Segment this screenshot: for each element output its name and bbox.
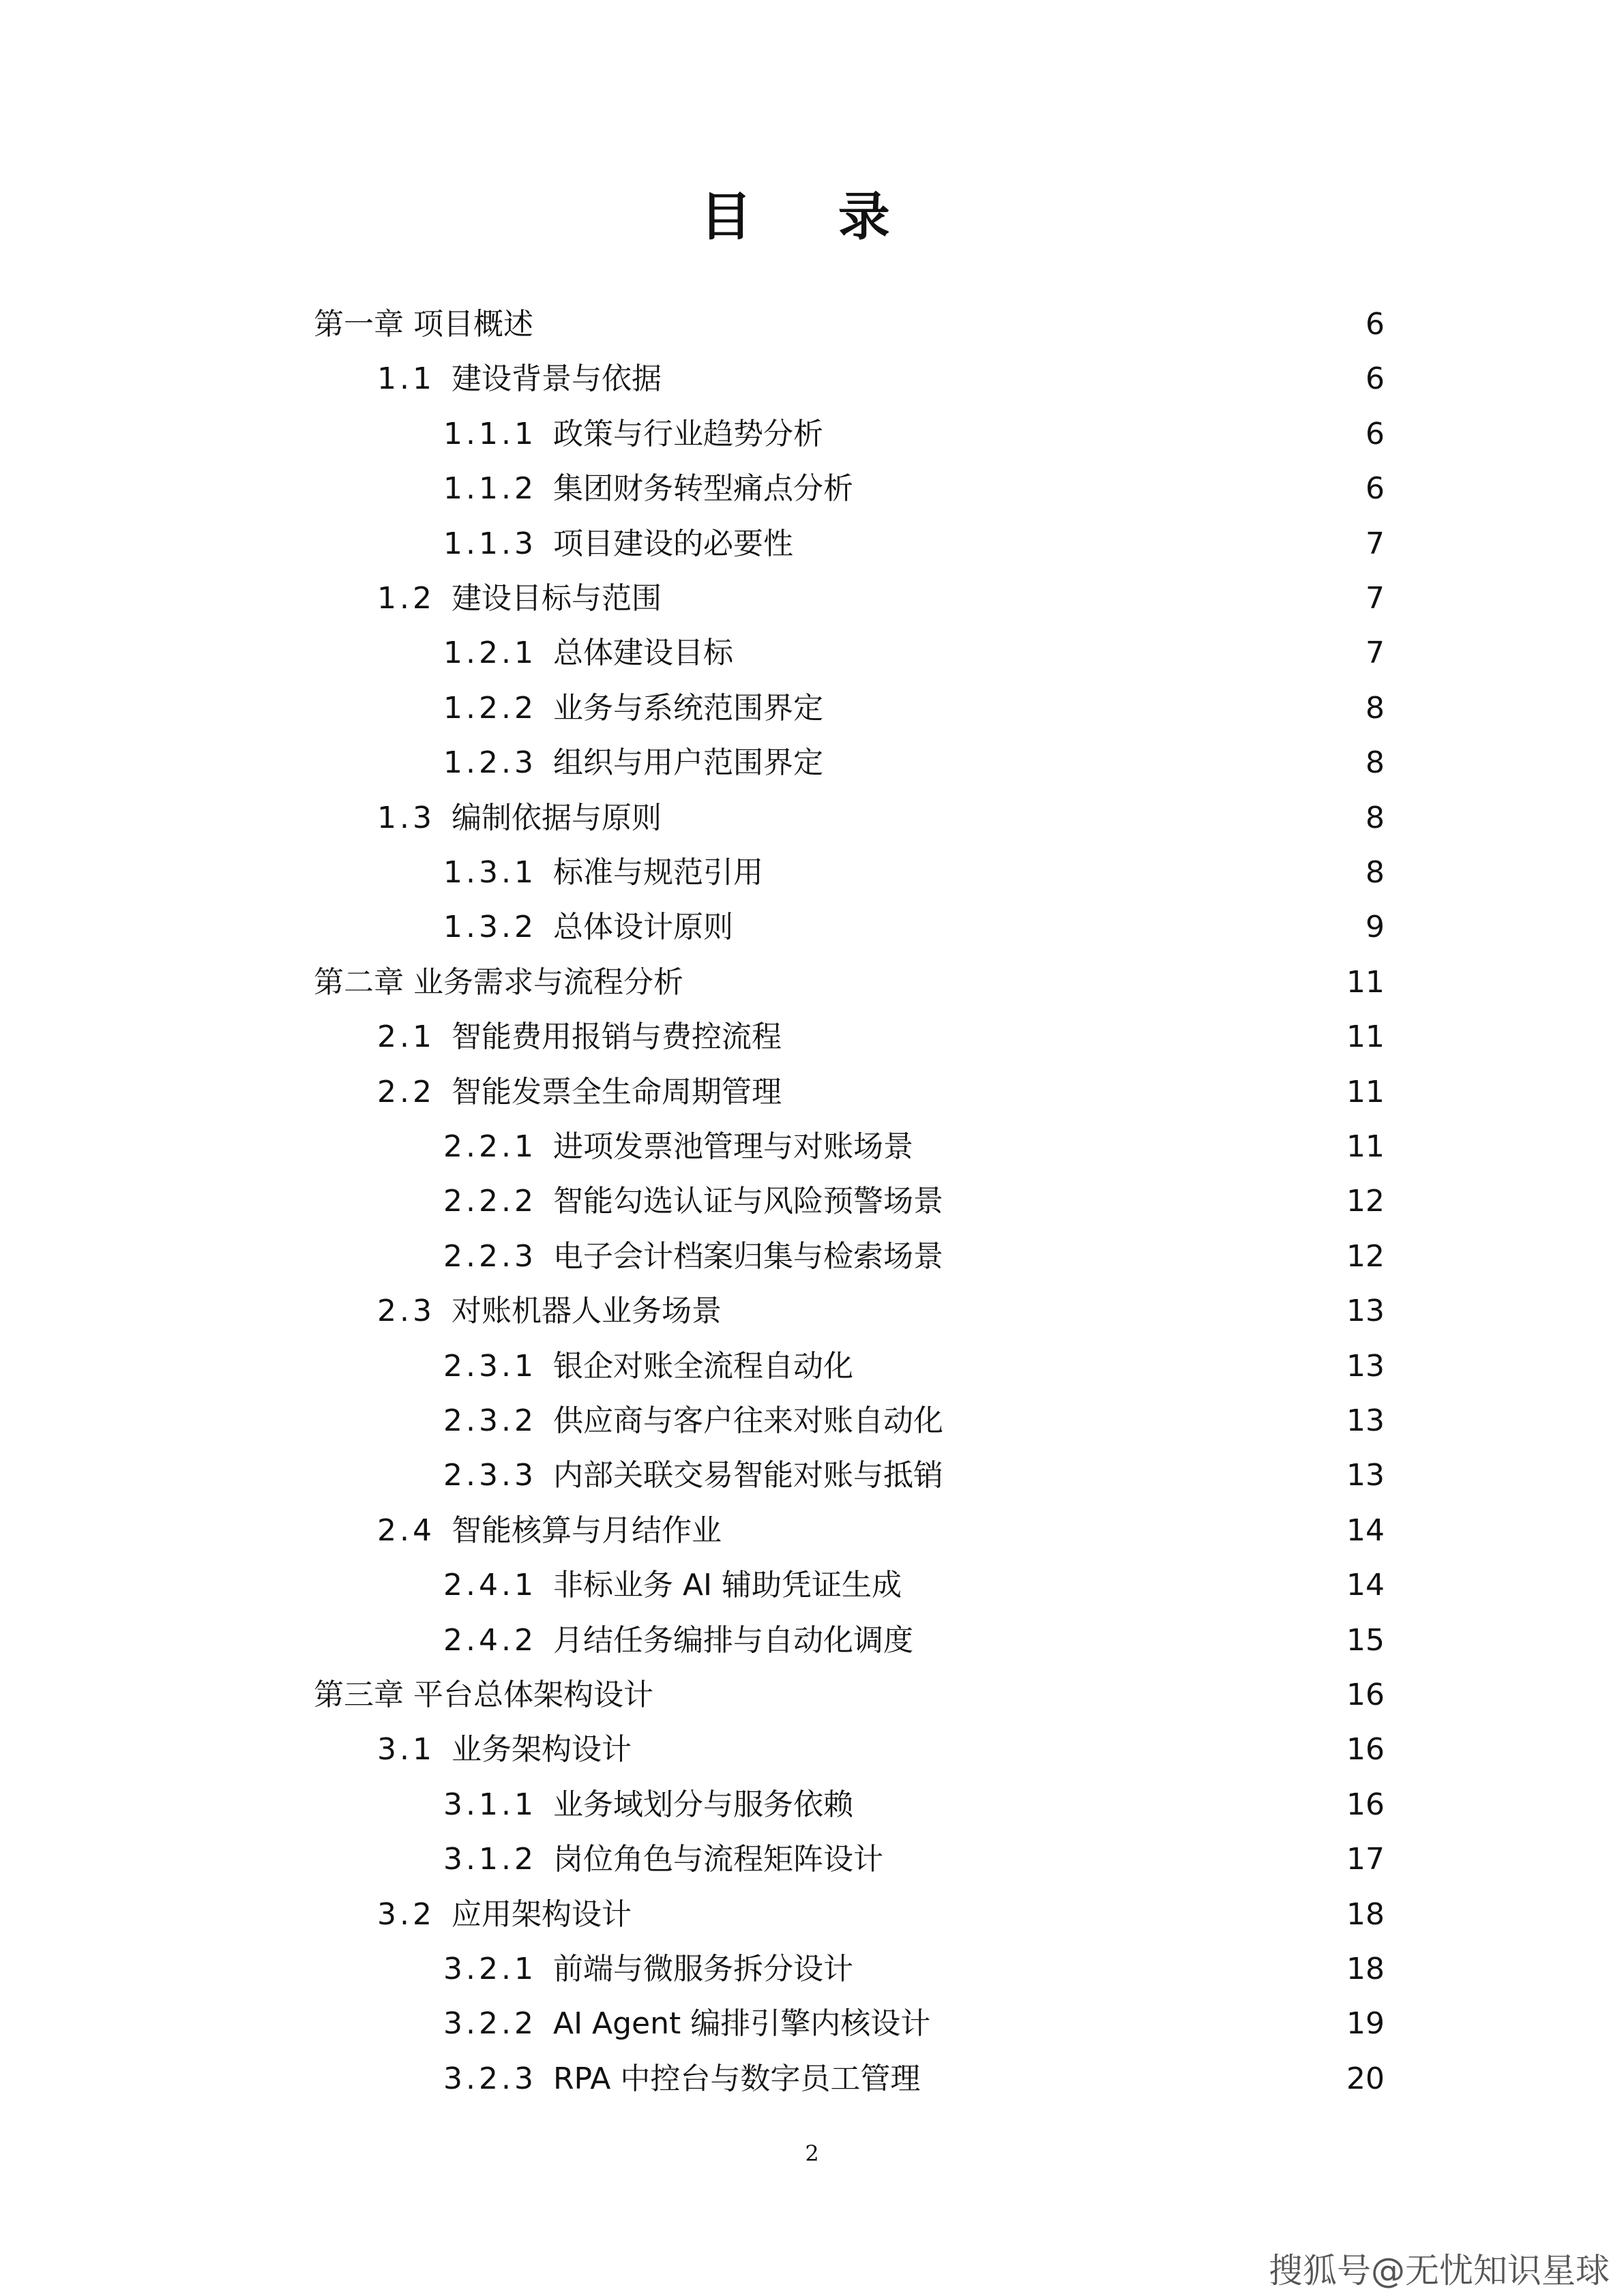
toc-entry-page: 6 xyxy=(1365,361,1385,397)
toc-entry-page: 12 xyxy=(1346,1184,1385,1219)
toc-entry-page: 8 xyxy=(1365,855,1385,890)
toc-entry-label: 银企对账全流程自动化 xyxy=(552,1348,853,1384)
toc-entry[interactable] xyxy=(443,681,1385,736)
toc-entry-number: 1.1.1 xyxy=(443,416,537,451)
toc-entry[interactable] xyxy=(443,1942,1385,1997)
toc-entry-number: 3.2.3 xyxy=(443,2061,537,2096)
toc-entry-number: 2.3.1 xyxy=(443,1348,537,1384)
toc-entry-label: 建设背景与依据 xyxy=(451,361,662,397)
toc-entry-page: 11 xyxy=(1346,1074,1385,1109)
dot-leader xyxy=(673,571,1335,626)
toc-entry-number: 2.1 xyxy=(377,1019,435,1055)
toc-entry[interactable] xyxy=(443,736,1385,790)
dot-leader xyxy=(954,1394,1335,1448)
toc-entry[interactable] xyxy=(443,2052,1385,2106)
toc-entry-page: 11 xyxy=(1346,964,1385,1000)
dot-leader xyxy=(834,407,1335,462)
dot-leader xyxy=(793,1065,1335,1120)
toc-entry-label: 月结任务编排与自动化调度 xyxy=(552,1622,913,1658)
toc-entry-label: 前端与微服务拆分设计 xyxy=(552,1952,853,1986)
toc-entry-page: 7 xyxy=(1365,636,1385,671)
toc-entry-page: 18 xyxy=(1346,1952,1385,1986)
toc-entry[interactable] xyxy=(443,1778,1385,1832)
toc-entry-number: 3.1.1 xyxy=(443,1787,537,1822)
toc-entry-number: 2.3.2 xyxy=(443,1403,537,1438)
toc-entry-label: 政策与行业趋势分析 xyxy=(552,416,823,451)
toc-entry[interactable] xyxy=(443,1613,1385,1668)
toc-entry-page: 11 xyxy=(1346,1019,1385,1055)
toc-entry-page: 16 xyxy=(1346,1732,1385,1768)
dot-leader xyxy=(924,1613,1335,1668)
dot-leader xyxy=(954,1229,1335,1284)
toc-entry-page: 13 xyxy=(1346,1458,1385,1493)
toc-entry-number: 2.2 xyxy=(377,1074,435,1109)
page-number: 2 xyxy=(805,2141,819,2166)
toc-entry-page: 15 xyxy=(1346,1622,1385,1658)
dot-leader xyxy=(924,1120,1335,1174)
toc-entry-number: 2.4.1 xyxy=(443,1568,537,1603)
toc-entry-label: AI Agent 编排引擎内核设计 xyxy=(552,2006,931,2042)
toc-entry-label: 供应商与客户往来对账自动化 xyxy=(552,1403,943,1438)
toc-entry-page: 14 xyxy=(1346,1568,1385,1603)
toc-entry[interactable] xyxy=(443,462,1385,516)
toc-entry-page: 9 xyxy=(1365,910,1385,945)
dot-leader xyxy=(913,1558,1335,1613)
toc-entry-page: 7 xyxy=(1365,526,1385,561)
toc-entry-number: 1.2.1 xyxy=(443,636,537,671)
toc-entry[interactable] xyxy=(443,846,1385,900)
toc-entry-label: 岗位角色与流程矩阵设计 xyxy=(552,1842,883,1877)
toc-entry-page: 16 xyxy=(1346,1787,1385,1822)
toc-entry-label: 业务域划分与服务依赖 xyxy=(552,1787,853,1822)
toc-entry-number: 3.2.2 xyxy=(443,2006,537,2042)
toc-entry-number: 2.3 xyxy=(377,1294,435,1329)
toc-entry[interactable] xyxy=(443,1339,1385,1394)
toc-entry-number: 1.3.2 xyxy=(443,910,537,945)
toc-entry-page: 18 xyxy=(1346,1896,1385,1932)
toc-entry-number: 2.2.1 xyxy=(443,1129,537,1164)
toc-entry-label: 电子会计档案归集与检索场景 xyxy=(552,1238,943,1274)
toc-entry-label: 智能核算与月结作业 xyxy=(451,1512,722,1548)
toc-entry-label: 智能费用报销与费控流程 xyxy=(451,1019,782,1055)
toc-entry-page: 6 xyxy=(1365,471,1385,507)
dot-leader xyxy=(643,1888,1335,1942)
toc-entry-label: 第三章 平台总体架构设计 xyxy=(314,1678,653,1712)
dot-leader xyxy=(643,1723,1335,1777)
toc-entry-page: 8 xyxy=(1365,800,1385,835)
dot-leader xyxy=(864,1942,1335,1997)
toc-entry-number: 2.2.3 xyxy=(443,1238,537,1274)
toc-entry[interactable] xyxy=(443,1229,1385,1284)
dot-leader xyxy=(894,1832,1335,1887)
toc-entry[interactable] xyxy=(443,1997,1385,2051)
toc-entry[interactable] xyxy=(377,1010,1385,1064)
toc-entry-label: 组织与用户范围界定 xyxy=(552,745,823,781)
toc-entry-label: 进项发票池管理与对账场景 xyxy=(552,1129,913,1164)
toc-title: 目 录 xyxy=(700,186,924,247)
toc-entry[interactable] xyxy=(377,1723,1385,1777)
toc-entry-number: 3.2 xyxy=(377,1896,435,1932)
toc-entry[interactable] xyxy=(443,1448,1385,1503)
dot-leader xyxy=(834,736,1335,790)
dot-leader xyxy=(864,462,1335,516)
toc-entry-page: 8 xyxy=(1365,745,1385,781)
dot-leader xyxy=(733,1284,1335,1339)
toc-entry[interactable] xyxy=(377,1065,1385,1120)
toc-entry-page: 13 xyxy=(1346,1348,1385,1384)
toc-entry-number: 3.1.2 xyxy=(443,1842,537,1877)
toc-entry[interactable] xyxy=(314,297,1385,352)
dot-leader xyxy=(744,626,1335,681)
toc-entry-number: 3.2.1 xyxy=(443,1952,537,1986)
toc-entry-label: 集团财务转型痛点分析 xyxy=(552,471,853,507)
dot-leader xyxy=(774,846,1335,900)
toc-entry-label: 非标业务 AI 辅助凭证生成 xyxy=(552,1568,902,1603)
dot-leader xyxy=(673,352,1335,406)
toc-entry[interactable] xyxy=(443,1120,1385,1174)
toc-entry-label: 智能勾选认证与风险预警场景 xyxy=(552,1184,943,1219)
toc-entry-label: 总体建设目标 xyxy=(552,636,733,671)
toc-entry-label: 标准与规范引用 xyxy=(552,855,763,890)
dot-leader xyxy=(744,900,1335,955)
dot-leader xyxy=(694,955,1335,1010)
toc-entry-label: 建设目标与范围 xyxy=(451,581,662,616)
toc-entry-page: 6 xyxy=(1365,307,1385,342)
toc-entry-page: 13 xyxy=(1346,1294,1385,1329)
toc-entry[interactable] xyxy=(443,626,1385,681)
toc-entry-label: 编制依据与原则 xyxy=(451,800,662,835)
watermark-text: 搜狐号@无忧知识星球 xyxy=(1269,2251,1610,2291)
toc-entry-page: 17 xyxy=(1346,1842,1385,1877)
toc-entry[interactable] xyxy=(443,407,1385,462)
toc-entry-label: 项目建设的必要性 xyxy=(552,526,793,561)
toc-entry-page: 11 xyxy=(1346,1129,1385,1164)
toc-entry[interactable] xyxy=(443,1832,1385,1887)
toc-entry-label: 业务架构设计 xyxy=(451,1732,632,1768)
dot-leader xyxy=(834,681,1335,736)
toc-entry-label: 第二章 业务需求与流程分析 xyxy=(314,964,683,1000)
toc-entry-page: 12 xyxy=(1346,1238,1385,1274)
toc-entry-label: 对账机器人业务场景 xyxy=(451,1294,722,1329)
toc-entry[interactable] xyxy=(443,1394,1385,1448)
toc-entry[interactable] xyxy=(377,571,1385,626)
toc-entry-label: 总体设计原则 xyxy=(552,910,733,945)
dot-leader xyxy=(733,1504,1335,1558)
dot-leader xyxy=(673,791,1335,846)
dot-leader xyxy=(544,297,1335,352)
dot-leader xyxy=(664,1668,1335,1723)
toc-entry-number: 1.1 xyxy=(377,361,435,397)
dot-leader xyxy=(793,1010,1335,1064)
toc-entry-label: 业务与系统范围界定 xyxy=(552,690,823,726)
toc-entry-number: 1.2.2 xyxy=(443,690,537,726)
toc-entry-number: 2.2.2 xyxy=(443,1184,537,1219)
toc-entry-number: 2.3.3 xyxy=(443,1458,537,1493)
toc-entry-label: 智能发票全生命周期管理 xyxy=(451,1074,782,1109)
toc-entry-number: 1.3 xyxy=(377,800,435,835)
toc-entry[interactable] xyxy=(443,1174,1385,1229)
toc-entry-page: 20 xyxy=(1346,2061,1385,2096)
toc-entry[interactable] xyxy=(314,955,1385,1010)
toc-entry-number: 2.4.2 xyxy=(443,1622,537,1658)
toc-entry-label: 内部关联交易智能对账与抵销 xyxy=(552,1458,943,1493)
toc-entry[interactable] xyxy=(377,1888,1385,1942)
toc-entry-number: 1.2 xyxy=(377,581,435,616)
toc-entry[interactable] xyxy=(314,1668,1385,1723)
toc-entry-page: 8 xyxy=(1365,690,1385,726)
toc-entry-number: 2.4 xyxy=(377,1512,435,1548)
dot-leader xyxy=(864,1339,1335,1394)
toc-entry-page: 19 xyxy=(1346,2006,1385,2042)
toc-entry-label: 应用架构设计 xyxy=(451,1896,632,1932)
toc-entry[interactable] xyxy=(443,900,1385,955)
toc-entry-label: RPA 中控台与数字员工管理 xyxy=(552,2061,921,2096)
toc-entry[interactable] xyxy=(377,1504,1385,1558)
toc-entry-number: 3.1 xyxy=(377,1732,435,1768)
dot-leader xyxy=(931,2052,1335,2106)
toc-entry-page: 13 xyxy=(1346,1403,1385,1438)
dot-leader xyxy=(954,1174,1335,1229)
toc-entry-page: 14 xyxy=(1346,1512,1385,1548)
dot-leader xyxy=(941,1997,1335,2051)
toc-entry[interactable] xyxy=(377,791,1385,846)
toc-entry-page: 16 xyxy=(1346,1678,1385,1712)
dot-leader xyxy=(954,1448,1335,1503)
toc-entry-label: 第一章 项目概述 xyxy=(314,307,533,342)
dot-leader xyxy=(864,1778,1335,1832)
toc-entry[interactable] xyxy=(377,1284,1385,1339)
toc-entry[interactable] xyxy=(377,352,1385,406)
toc-entry-page: 6 xyxy=(1365,416,1385,451)
toc-entry[interactable] xyxy=(443,517,1385,571)
toc-entry[interactable] xyxy=(443,1558,1385,1613)
toc-entry-number: 1.1.2 xyxy=(443,471,537,507)
toc-entry-page: 7 xyxy=(1365,581,1385,616)
toc-entry-number: 1.2.3 xyxy=(443,745,537,781)
toc-entry-number: 1.1.3 xyxy=(443,526,537,561)
dot-leader xyxy=(804,517,1335,571)
toc-entry-number: 1.3.1 xyxy=(443,855,537,890)
